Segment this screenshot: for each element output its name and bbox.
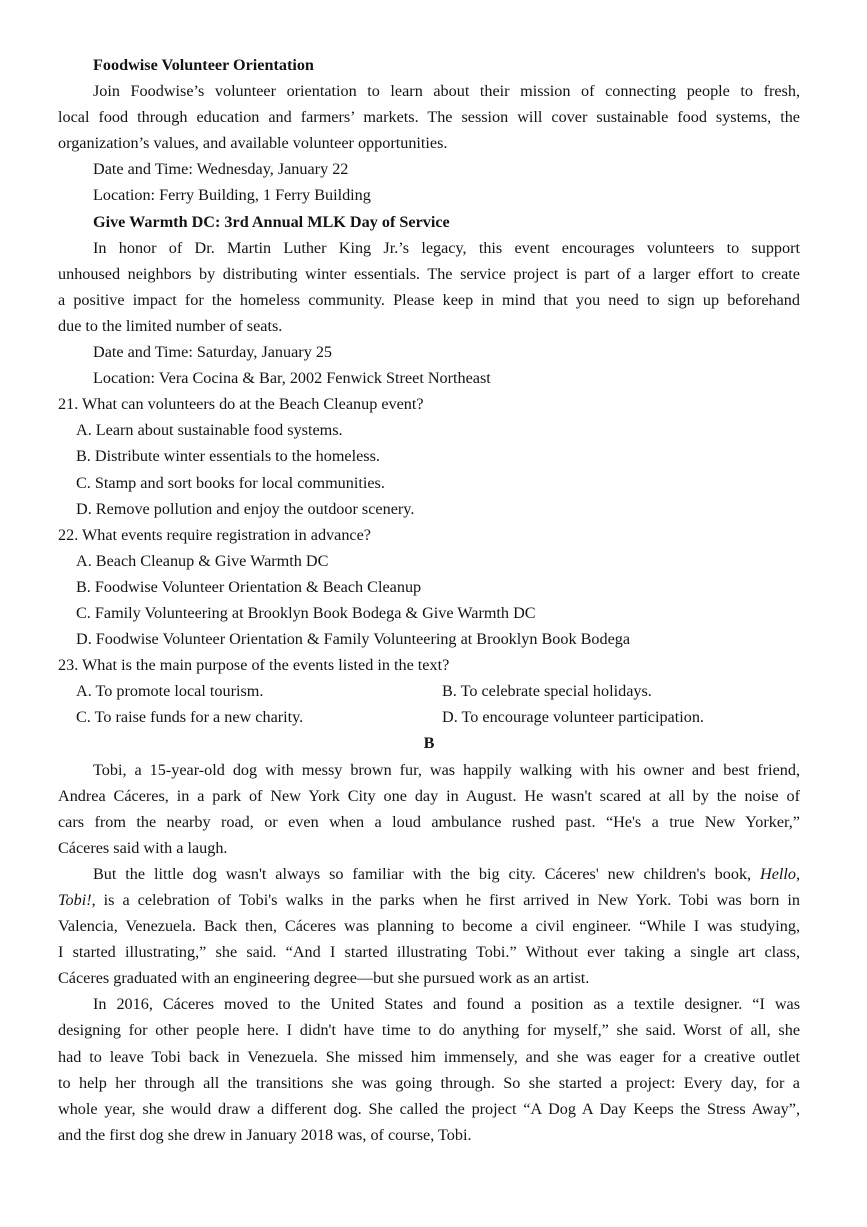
answer-option: D. Foodwise Volunteer Orientation & Family Volunteering at Brooklyn Book Bodega xyxy=(76,630,631,649)
passage-line: I started illustrating,” she said. “And I started illustrating Tobi.” Without ever taking a single art class, xyxy=(58,943,800,962)
passage-line: and the first dog she drew in January 2018 was, of course, Tobi. xyxy=(58,1125,472,1144)
answer-option: D. Remove pollution and enjoy the outdoor scenery. xyxy=(76,499,415,518)
passage-line: Valencia, Venezuela. Back then, Cáceres was planning to become a civil engineer. “While I was studying, xyxy=(58,917,800,936)
answer-option: B. Foodwise Volunteer Orientation & Beach Cleanup xyxy=(76,577,422,596)
passage-text: , is a celebration of Tobi's walks in the parks when he first arrived in New York. Tobi was born in xyxy=(91,891,800,909)
answer-option-row xyxy=(58,678,800,704)
event-description-line: local food through education and farmers’ markets. The session will cover sustainable food systems, the xyxy=(58,108,800,127)
event-description-line: due to the limited number of seats. xyxy=(58,316,283,335)
event-title-foodwise: Foodwise Volunteer Orientation xyxy=(93,56,314,74)
passage-text: But the little dog wasn't always so familiar with the big city. Cáceres' new children's book, xyxy=(93,864,752,883)
question-stem: 23. What is the main purpose of the events listed in the text? xyxy=(58,656,450,675)
passage-line xyxy=(58,887,800,913)
event-description-line: In honor of Dr. Martin Luther King Jr.’s legacy, this event encourages volunteers to support xyxy=(93,238,800,257)
answer-option: A. To promote local tourism. xyxy=(76,682,264,701)
event-description-line: Join Foodwise’s volunteer orientation to learn about their mission of connecting people to fresh, xyxy=(93,82,800,101)
event-location: Location: Vera Cocina & Bar, 2002 Fenwick Street Northeast xyxy=(93,369,491,388)
event-description-line: organization’s values, and available volunteer opportunities. xyxy=(58,134,448,153)
section-label: B xyxy=(423,734,435,753)
passage-line xyxy=(58,861,800,887)
passage-line: cars from the nearby road, or even when a loud ambulance rushed past. “He's a true New Yorker,” xyxy=(58,812,800,831)
event-date: Date and Time: Wednesday, January 22 xyxy=(93,160,349,179)
answer-option: D. To encourage volunteer participation. xyxy=(442,708,704,727)
book-title-italic: Hello, xyxy=(760,864,800,883)
answer-option-row xyxy=(58,704,800,730)
event-title-give-warmth: Give Warmth DC: 3rd Annual MLK Day of Service xyxy=(93,212,450,231)
event-description-line: a positive impact for the homeless community. Please keep in mind that you need to sign up beforehand xyxy=(58,290,800,309)
question-stem: 22. What events require registration in advance? xyxy=(58,525,371,544)
answer-option: C. To raise funds for a new charity. xyxy=(76,708,304,727)
passage-line: In 2016, Cáceres moved to the United States and found a position as a textile designer. “I was xyxy=(93,995,800,1014)
answer-option: C. Stamp and sort books for local communities. xyxy=(76,473,385,492)
answer-option: A. Beach Cleanup & Give Warmth DC xyxy=(76,551,329,570)
book-title-italic: Tobi! xyxy=(58,891,92,909)
passage-line: whole year, she would draw a different dog. She called the project “A Dog A Day Keeps the Stress Away”, xyxy=(58,1099,800,1118)
answer-option: A. Learn about sustainable food systems. xyxy=(76,421,343,440)
passage-line: Cáceres graduated with an engineering degree—but she pursued work as an artist. xyxy=(58,969,590,988)
passage-line: Andrea Cáceres, in a park of New York City one day in August. He wasn't scared at all by the noise of xyxy=(58,786,800,805)
event-location: Location: Ferry Building, 1 Ferry Building xyxy=(93,186,371,205)
event-description-line: unhoused neighbors by distributing winter essentials. The service project is part of a larger effort to create xyxy=(58,264,800,283)
event-date: Date and Time: Saturday, January 25 xyxy=(93,343,333,362)
answer-option: C. Family Volunteering at Brooklyn Book Bodega & Give Warmth DC xyxy=(76,603,536,622)
passage-line: designing for other people here. I didn't have time to do anything for myself,” she said. Worst of all, she xyxy=(58,1021,800,1040)
document-page xyxy=(58,52,800,1148)
passage-line: had to leave Tobi back in Venezuela. She missed him immensely, and she was eager for a creative outlet xyxy=(58,1047,800,1066)
passage-line: Tobi, a 15-year-old dog with messy brown fur, was happily walking with his owner and best friend, xyxy=(93,760,800,779)
passage-line: to help her through all the transitions she was going through. So she started a project: Every day, for a xyxy=(58,1073,800,1092)
answer-option: B. Distribute winter essentials to the homeless. xyxy=(76,447,380,466)
question-stem: 21. What can volunteers do at the Beach Cleanup event? xyxy=(58,395,424,414)
passage-line: Cáceres said with a laugh. xyxy=(58,838,228,857)
answer-option: B. To celebrate special holidays. xyxy=(442,682,652,701)
